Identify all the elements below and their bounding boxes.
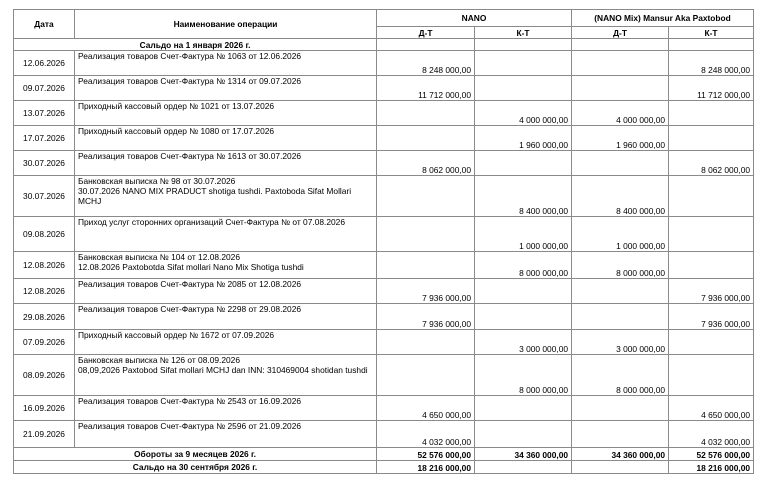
- row-party1-credit: [475, 396, 572, 421]
- transaction-rows: [14, 51, 754, 448]
- row-date: 16.09.2026: [14, 396, 75, 421]
- row-party2-debit: 1 000 000,00: [572, 217, 669, 252]
- row-party1-credit: 4 000 000,00: [475, 101, 572, 126]
- row-party2-debit: [572, 51, 669, 76]
- row-date: 12.06.2026: [14, 51, 75, 76]
- closing-debit1: 18 216 000,00: [377, 461, 475, 474]
- row-operation: Реализация товаров Счет-Фактура № 2085 от 12.08.2026: [75, 279, 377, 304]
- table-row: [14, 304, 754, 330]
- row-party1-debit: [377, 126, 475, 151]
- party2-header: (NANO Mix) Mansur Aka Paxtobod: [572, 10, 754, 27]
- row-date: 09.08.2026: [14, 217, 75, 252]
- closing-balance-row: [14, 461, 754, 474]
- row-party2-credit: [669, 330, 754, 355]
- party2-debit-header: Д-Т: [572, 27, 669, 39]
- row-party2-credit: 7 936 000,00: [669, 304, 754, 330]
- row-operation: Приход услуг сторонних организаций Счет-Фактура № от 07.08.2026: [75, 217, 377, 252]
- turnover-credit2: 52 576 000,00: [669, 448, 754, 461]
- row-party2-debit: 1 960 000,00: [572, 126, 669, 151]
- row-party1-credit: 3 000 000,00: [475, 330, 572, 355]
- row-party1-credit: 8 000 000,00: [475, 252, 572, 279]
- row-date: 09.07.2026: [14, 76, 75, 101]
- table-row: [14, 279, 754, 304]
- row-party1-credit: [475, 304, 572, 330]
- row-party2-debit: [572, 421, 669, 448]
- party1-credit-header: К-Т: [475, 27, 572, 39]
- table-row: [14, 101, 754, 126]
- row-party1-credit: [475, 151, 572, 176]
- row-party1-credit: 1 960 000,00: [475, 126, 572, 151]
- row-operation: Приходный кассовый ордер № 1021 от 13.07.2026: [75, 101, 377, 126]
- turnover-debit1: 52 576 000,00: [377, 448, 475, 461]
- row-operation: Приходный кассовый ордер № 1672 от 07.09.2026: [75, 330, 377, 355]
- row-date: 07.09.2026: [14, 330, 75, 355]
- row-party2-credit: 4 032 000,00: [669, 421, 754, 448]
- row-date: 30.07.2026: [14, 176, 75, 217]
- table-row: [14, 396, 754, 421]
- row-party1-debit: [377, 355, 475, 396]
- table-row: [14, 217, 754, 252]
- row-date: 12.08.2026: [14, 252, 75, 279]
- row-party2-credit: 4 650 000,00: [669, 396, 754, 421]
- row-party1-credit: [475, 76, 572, 101]
- turnover-label: Обороты за 9 месяцев 2026 г.: [14, 448, 377, 461]
- row-operation: Реализация товаров Счет-Фактура № 2543 от 16.09.2026: [75, 396, 377, 421]
- row-party2-debit: 8 400 000,00: [572, 176, 669, 217]
- row-party1-debit: 7 936 000,00: [377, 279, 475, 304]
- row-party1-debit: [377, 217, 475, 252]
- closing-debit2: [572, 461, 669, 474]
- row-operation: Реализация товаров Счет-Фактура № 1613 от 30.07.2026: [75, 151, 377, 176]
- row-party1-debit: [377, 176, 475, 217]
- table-row: [14, 421, 754, 448]
- row-date: 12.08.2026: [14, 279, 75, 304]
- row-party2-credit: 11 712 000,00: [669, 76, 754, 101]
- party1-debit-header: Д-Т: [377, 27, 475, 39]
- row-date: 29.08.2026: [14, 304, 75, 330]
- row-operation: Реализация товаров Счет-Фактура № 2596 от 21.09.2026: [75, 421, 377, 448]
- row-party1-credit: 8 400 000,00: [475, 176, 572, 217]
- turnover-row: [14, 448, 754, 461]
- row-party2-credit: [669, 355, 754, 396]
- table-row: [14, 151, 754, 176]
- closing-credit2: 18 216 000,00: [669, 461, 754, 474]
- operation-column-header: Наименование операции: [75, 10, 377, 39]
- row-party1-debit: 7 936 000,00: [377, 304, 475, 330]
- row-party2-credit: [669, 101, 754, 126]
- opening-balance-label: Сальдо на 1 января 2026 г.: [14, 39, 377, 51]
- row-party1-debit: [377, 330, 475, 355]
- table-row: [14, 51, 754, 76]
- row-party1-credit: [475, 51, 572, 76]
- row-date: 08.09.2026: [14, 355, 75, 396]
- row-date: 13.07.2026: [14, 101, 75, 126]
- row-party1-credit: 8 000 000,00: [475, 355, 572, 396]
- row-operation: Приходный кассовый ордер № 1080 от 17.07.2026: [75, 126, 377, 151]
- row-party1-credit: [475, 421, 572, 448]
- row-operation: Реализация товаров Счет-Фактура № 1063 от 12.06.2026: [75, 51, 377, 76]
- turnover-debit2: 34 360 000,00: [572, 448, 669, 461]
- row-operation: Реализация товаров Счет-Фактура № 2298 от 29.08.2026: [75, 304, 377, 330]
- row-party2-credit: 8 062 000,00: [669, 151, 754, 176]
- table-row: [14, 355, 754, 396]
- row-party2-credit: [669, 176, 754, 217]
- date-column-header: Дата: [14, 10, 75, 39]
- row-party2-debit: 4 000 000,00: [572, 101, 669, 126]
- row-party2-credit: 7 936 000,00: [669, 279, 754, 304]
- row-party1-debit: [377, 101, 475, 126]
- table-row: [14, 176, 754, 217]
- row-party2-credit: [669, 217, 754, 252]
- table-row: [14, 76, 754, 101]
- row-party2-debit: 8 000 000,00: [572, 355, 669, 396]
- row-party2-debit: [572, 76, 669, 101]
- row-date: 30.07.2026: [14, 151, 75, 176]
- row-date: 17.07.2026: [14, 126, 75, 151]
- row-party1-debit: [377, 252, 475, 279]
- row-party2-debit: [572, 151, 669, 176]
- row-party1-debit: 8 248 000,00: [377, 51, 475, 76]
- table-row: [14, 252, 754, 279]
- row-party1-debit: 4 032 000,00: [377, 421, 475, 448]
- row-party1-debit: 4 650 000,00: [377, 396, 475, 421]
- row-operation: Банковская выписка № 98 от 30.07.2026 30.07.2026 NANO MIX PRADUCT shotiga tushdi. Paxtoboda Sifat Mollari MCHJ: [75, 176, 377, 217]
- row-operation: Банковская выписка № 126 от 08.09.2026 08,09,2026 Paxtobod Sifat mollari MCHJ dan INN: 310469004 shotidan tushdi: [75, 355, 377, 396]
- row-party2-credit: [669, 126, 754, 151]
- opening-balance-row: [14, 39, 754, 51]
- row-party2-debit: [572, 279, 669, 304]
- table-row: [14, 126, 754, 151]
- row-party1-debit: 8 062 000,00: [377, 151, 475, 176]
- row-party2-debit: 8 000 000,00: [572, 252, 669, 279]
- row-party1-debit: 11 712 000,00: [377, 76, 475, 101]
- party1-header: NANO: [377, 10, 572, 27]
- table-row: [14, 330, 754, 355]
- row-date: 21.09.2026: [14, 421, 75, 448]
- reconciliation-table: [13, 9, 754, 474]
- row-party2-credit: 8 248 000,00: [669, 51, 754, 76]
- row-operation: Реализация товаров Счет-Фактура № 1314 от 09.07.2026: [75, 76, 377, 101]
- row-party2-debit: [572, 396, 669, 421]
- row-party1-credit: [475, 279, 572, 304]
- row-party2-credit: [669, 252, 754, 279]
- row-operation: Банковская выписка № 104 от 12.08.2026 12.08.2026 Paxtobotda Sifat mollari Nano Mix Shotiga tushdi: [75, 252, 377, 279]
- row-party2-debit: [572, 304, 669, 330]
- party2-credit-header: К-Т: [669, 27, 754, 39]
- closing-balance-label: Сальдо на 30 сентября 2026 г.: [14, 461, 377, 474]
- row-party2-debit: 3 000 000,00: [572, 330, 669, 355]
- turnover-credit1: 34 360 000,00: [475, 448, 572, 461]
- closing-credit1: [475, 461, 572, 474]
- row-party1-credit: 1 000 000,00: [475, 217, 572, 252]
